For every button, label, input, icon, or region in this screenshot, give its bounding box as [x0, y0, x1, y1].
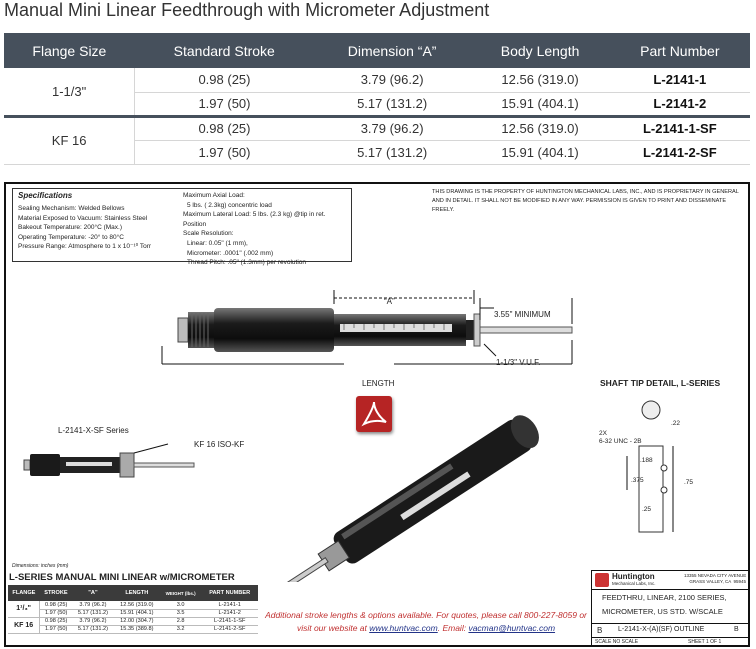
contact-line-2: [258, 622, 594, 635]
spec-line: Thread Pitch: .05" (1.3mm) per revolution: [187, 259, 306, 267]
specifications-right: [183, 191, 349, 268]
stroke-cell: 1.97 (50): [135, 140, 314, 164]
spec-line: Linear: 0.05" (1 mm),: [187, 239, 248, 247]
mt-stroke: 0.98 (25): [40, 601, 72, 609]
mt-flange: KF 16: [8, 617, 40, 633]
model-table-title: L-SERIES MANUAL MINI LINEAR w/MICROMETER: [9, 572, 235, 583]
col-body-length: Body Length: [471, 33, 610, 68]
body-length-cell: 12.56 (319.0): [471, 68, 610, 92]
col-flange-size: Flange Size: [4, 33, 135, 68]
mt-part: L-2141-2-SF: [201, 625, 258, 633]
kf-label: KF 16 ISO-KF: [194, 440, 245, 449]
mt-a: 3.79 (96.2): [72, 617, 114, 625]
mt-stroke: 1.97 (50): [40, 625, 72, 633]
mt-stroke: 1.97 (50): [40, 609, 72, 617]
page-title: Manual Mini Linear Feedthrough with Micrometer Adjustment: [4, 0, 490, 20]
dim-a-cell: 5.17 (131.2): [314, 140, 471, 164]
d22-label: .22: [671, 420, 681, 427]
contact-line-2-prefix: visit our website at: [296, 623, 370, 633]
website-link[interactable]: www.huntvac.com: [369, 623, 438, 633]
stroke-cell: 0.98 (25): [135, 116, 314, 140]
feedthrough-perspective: [261, 402, 581, 582]
contact-note: [258, 609, 594, 635]
table-row: [8, 609, 258, 617]
dim-a-cell: 5.17 (131.2): [314, 92, 471, 116]
body-length-cell: 12.56 (319.0): [471, 116, 610, 140]
table-row: [4, 116, 750, 140]
mt-col-weight: WEIGHT (lbs.): [160, 585, 202, 601]
sf-series-label: L-2141-X-SF Series: [58, 426, 129, 435]
body-length-cell: 15.91 (404.1): [471, 140, 610, 164]
company-logo-icon: [595, 573, 609, 587]
flange-cell: KF 16: [4, 116, 135, 164]
spec-line: Maximum Lateral Load: 5 lbs. (2.3 kg) @tip in ret. Position: [183, 211, 326, 228]
company-sub: Mechanical Labs, Inc.: [612, 581, 656, 586]
col-dimension-a: Dimension “A”: [314, 33, 471, 68]
feedthrough-side-view: [144, 284, 594, 394]
spec-line: Scale Resolution:: [183, 230, 234, 238]
thread-label: 2X 6-32 UNC - 2B: [599, 430, 642, 445]
spec-line: Micrometer: .0001" (.002 mm): [187, 249, 274, 257]
table-row: [4, 68, 750, 92]
spec-line: Operating Temperature: -20° to 80°C: [18, 233, 124, 241]
stroke-cell: 1.97 (50): [135, 92, 314, 116]
d75-label: .75: [684, 479, 694, 486]
spec-line: Pressure Range: Atmosphere to 1 x 10⁻¹⁰ Torr: [18, 243, 152, 251]
description-1: FEEDTHRU, LINEAR, 2100 SERIES,: [602, 593, 727, 602]
scale-value: SCALE NO SCALE: [595, 639, 639, 645]
mt-part: L-2141-1: [201, 601, 258, 609]
spec-line: Bakeout Temperature: 200°C (Max.): [18, 224, 122, 232]
model-table: [8, 572, 258, 634]
col-part-number: Part Number: [610, 33, 750, 68]
flange-cell: 1-1/3": [4, 68, 135, 116]
technical-drawing: [4, 182, 750, 647]
mt-length: 15.35 (389.8): [114, 625, 160, 633]
mt-length: 12.00 (304.7): [114, 617, 160, 625]
revision-value: B: [734, 626, 739, 633]
mt-stroke: 0.98 (25): [40, 617, 72, 625]
specifications-left: [18, 204, 186, 252]
sf-series-view: [18, 436, 218, 496]
mt-length: 12.56 (319.0): [114, 601, 160, 609]
spec-line: Maximum Axial Load:: [183, 192, 245, 199]
drawing-number: L-2141-X-(A)(SF) OUTLINE: [618, 626, 705, 633]
part-number-cell: L-2141-1-SF: [610, 116, 750, 140]
dim-a-cell: 3.79 (96.2): [314, 68, 471, 92]
mt-part: L-2141-1-SF: [201, 617, 258, 625]
mt-weight: 2.8: [160, 617, 202, 625]
mt-col-part: PART NUMBER: [201, 585, 258, 601]
vuf-label: 1-1/3" V.U.F.: [496, 358, 541, 367]
part-number-cell: L-2141-2-SF: [610, 140, 750, 164]
spec-line: Material Exposed to Vacuum: Stainless Steel: [18, 214, 148, 222]
company-address: 13355 NEVADA CITY AVENUE GRASS VALLEY, CA 95945: [684, 573, 747, 584]
email-link[interactable]: vacman@huntvac.com: [468, 623, 556, 633]
mt-a: 5.17 (131.2): [72, 625, 114, 633]
sheet-value: SHEET 1 OF 1: [688, 639, 722, 645]
dim-a-cell: 3.79 (96.2): [314, 116, 471, 140]
mt-length: 15.91 (404.1): [114, 609, 160, 617]
mt-col-flange: FLANGE: [8, 585, 40, 601]
mt-col-length: LENGTH: [114, 585, 160, 601]
title-block: [591, 570, 750, 646]
proprietary-notice: THIS DRAWING IS THE PROPERTY OF HUNTINGTON MECHANICAL LABS, INC., AND IS PROPRIETARY IN GENERAL AND IN DETAIL. IT SHALL NOT BE MODIFIED IN ANY WAY. PERMISSION IS GIVEN TO PRINT AND DISSEMINATE FREELY.: [432, 189, 739, 213]
spec-line: Sealing Mechanism: Welded Bellows: [18, 205, 125, 212]
dimensions-note: Dimensions: inches (mm): [12, 563, 69, 569]
description-2: MICROMETER, US STD. W/SCALE: [602, 607, 723, 616]
d375-label: .375: [631, 477, 644, 484]
mt-col-a: "A": [72, 585, 114, 601]
spec-table: [4, 33, 750, 165]
col-standard-stroke: Standard Stroke: [135, 33, 314, 68]
stroke-cell: 0.98 (25): [135, 68, 314, 92]
d25-label: .25: [642, 506, 652, 513]
minimum-label: 3.55" MINIMUM: [494, 310, 551, 319]
size-value: B: [597, 626, 603, 635]
table-row: [8, 617, 258, 625]
d188-label: .188: [640, 457, 653, 464]
contact-line-1: Additional stroke lengths & options available. For quotes, please call 800-227-8059 or: [265, 610, 587, 620]
spec-line: 5 lbs. ( 2.3kg) concentric load: [187, 201, 272, 209]
part-number-cell: L-2141-1: [610, 68, 750, 92]
specifications-box: [12, 188, 352, 267]
table-row: [8, 601, 258, 609]
mt-weight: 3.0: [160, 601, 202, 609]
mt-part: L-2141-2: [201, 609, 258, 617]
spec-table-header: [4, 33, 750, 68]
mt-a: 3.79 (96.2): [72, 601, 114, 609]
contact-line-2-mid: . Email:: [437, 623, 469, 633]
body-length-cell: 15.91 (404.1): [471, 92, 610, 116]
part-number-cell: L-2141-2: [610, 92, 750, 116]
dimension-a-label: “A”: [384, 297, 395, 306]
mt-weight: 3.2: [160, 625, 202, 633]
mt-flange: 1¹/₃": [8, 601, 40, 617]
shaft-tip-detail-label: SHAFT TIP DETAIL, L-SERIES: [600, 378, 721, 388]
specifications-heading: Specifications: [18, 191, 73, 200]
table-row: [8, 625, 258, 633]
mt-a: 5.17 (131.2): [72, 609, 114, 617]
mt-weight: 3.5: [160, 609, 202, 617]
mt-col-stroke: STROKE: [40, 585, 72, 601]
company-name: Huntington: [612, 572, 655, 581]
length-label: LENGTH: [362, 379, 395, 388]
